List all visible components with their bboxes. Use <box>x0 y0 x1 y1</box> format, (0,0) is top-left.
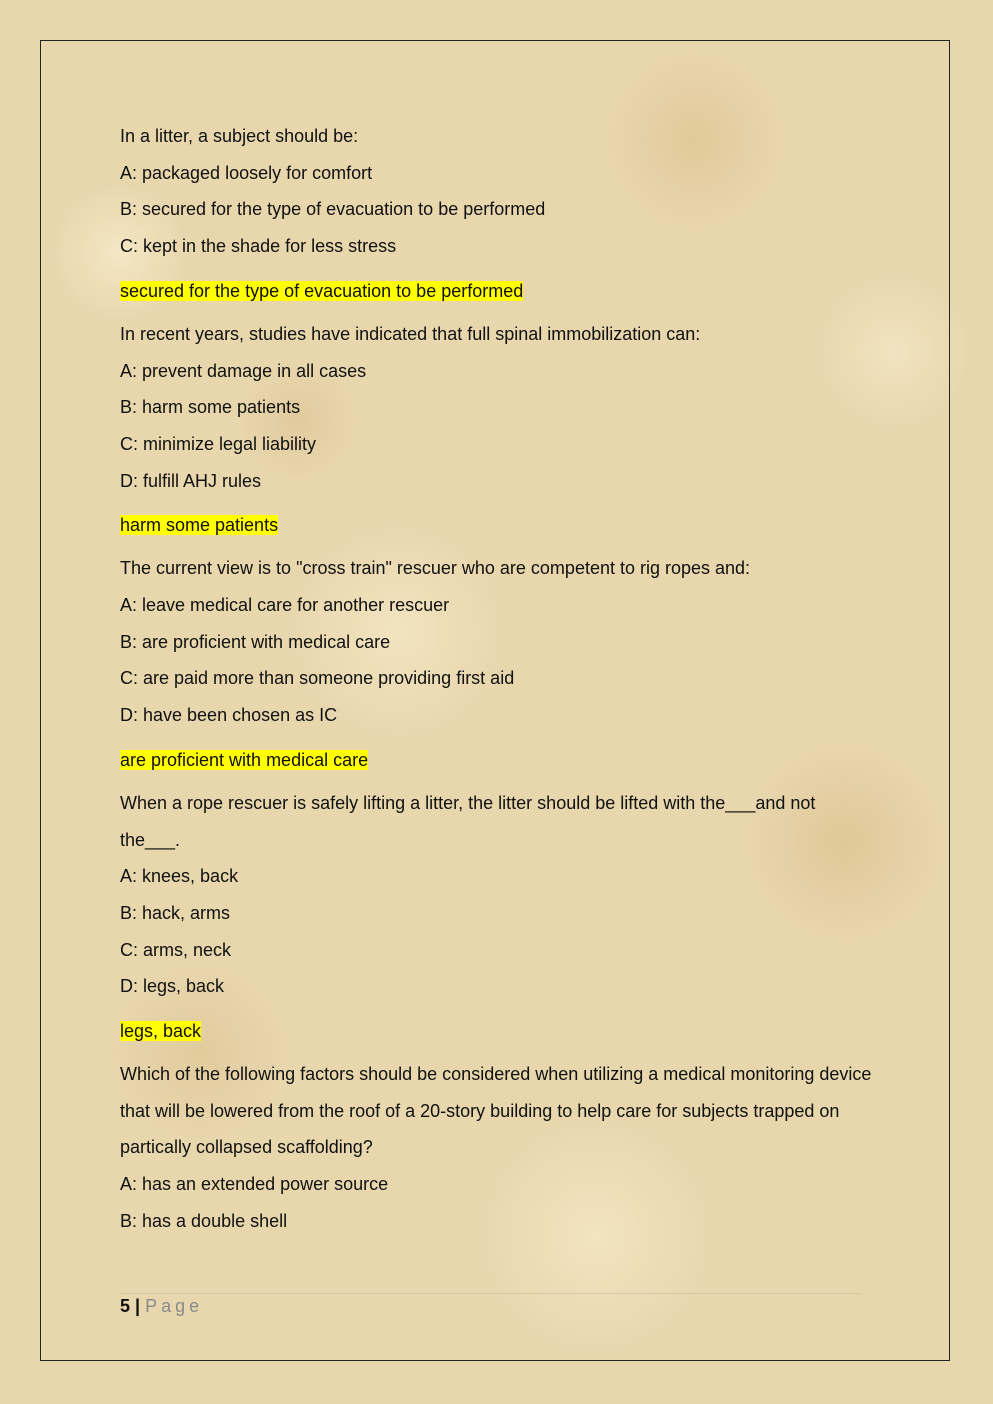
option-a: A: leave medical care for another rescuer <box>120 595 450 616</box>
option-d: D: legs, back <box>120 976 225 997</box>
option-a: A: has an extended power source <box>120 1174 389 1195</box>
page-number: 5 <box>120 1296 131 1316</box>
answer-highlight <box>120 1019 880 1043</box>
option-b: B: secured for the type of evacuation to be performed <box>120 199 546 220</box>
option-d: D: have been chosen as IC <box>120 705 338 726</box>
option-b: B: has a double shell <box>120 1210 288 1231</box>
answer-highlight <box>120 748 880 772</box>
option-d: D: fulfill AHJ rules <box>120 470 262 491</box>
document-body <box>120 118 880 1240</box>
answer-highlight <box>120 513 880 537</box>
option-b: B: harm some patients <box>120 397 301 418</box>
option-c: C: are paid more than someone providing first aid <box>120 668 515 689</box>
option-a: A: prevent damage in all cases <box>120 360 367 381</box>
page-footer <box>120 1293 860 1317</box>
option-a: A: packaged loosely for comfort <box>120 162 373 183</box>
footer-separator: | <box>135 1296 141 1316</box>
option-b: B: are proficient with medical care <box>120 631 391 652</box>
answer-text: are proficient with medical care <box>120 749 369 770</box>
answer-highlight <box>120 279 880 303</box>
option-c: C: arms, neck <box>120 939 232 960</box>
question-text: When a rope rescuer is safely lifting a litter, the litter should be lifted with the___and not the___. <box>120 792 816 850</box>
option-a: A: knees, back <box>120 866 239 887</box>
answer-text: harm some patients <box>120 515 279 536</box>
option-b: B: hack, arms <box>120 902 231 923</box>
option-c: C: kept in the shade for less stress <box>120 236 397 257</box>
page-label: Page <box>145 1296 204 1316</box>
question-text: Which of the following factors should be considered when utilizing a medical monitoring device that will be lowered from the roof of a 20-story building to help care for subjects trapped on partically collapsed scaffolding? <box>120 1064 872 1158</box>
option-c: C: minimize legal liability <box>120 433 317 454</box>
answer-text: secured for the type of evacuation to be performed <box>120 280 524 301</box>
question-text: The current view is to "cross train" rescuer who are competent to rig ropes and: <box>120 558 751 579</box>
question-text: In a litter, a subject should be: <box>120 126 359 146</box>
answer-text: legs, back <box>120 1021 202 1042</box>
question-text: In recent years, studies have indicated that full spinal immobilization can: <box>120 323 701 344</box>
